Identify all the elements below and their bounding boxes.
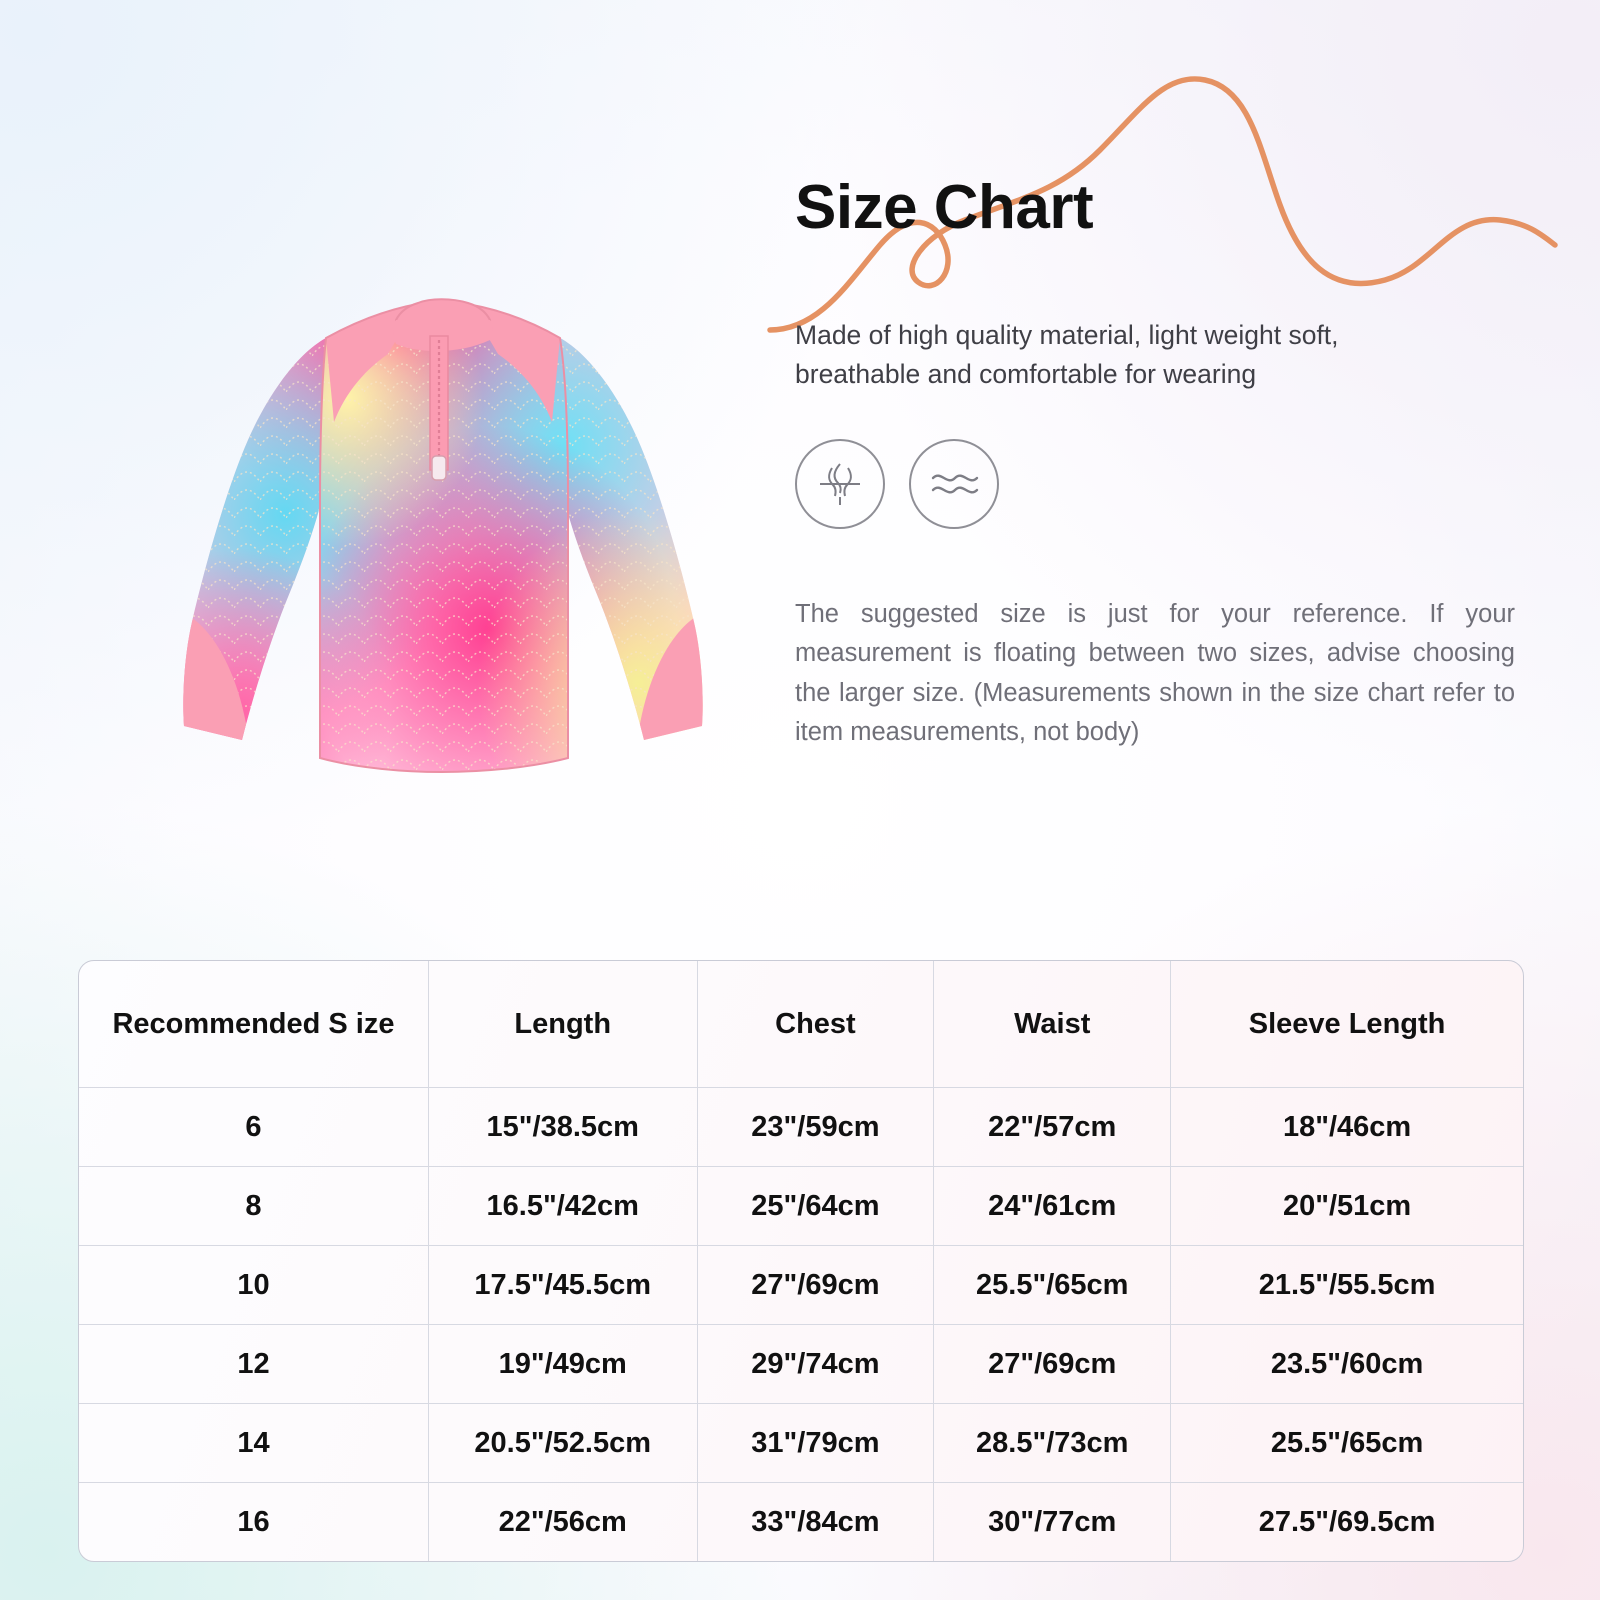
table-row bbox=[79, 1167, 1523, 1246]
table-header-row bbox=[79, 961, 1523, 1088]
col-header-chest: Chest bbox=[697, 961, 934, 1088]
col-header-waist: Waist bbox=[934, 961, 1171, 1088]
info-column bbox=[795, 175, 1535, 778]
product-image bbox=[130, 140, 750, 820]
cell-waist: 22"/57cm bbox=[934, 1088, 1171, 1167]
cell-length: 22"/56cm bbox=[428, 1483, 697, 1562]
material-description: Made of high quality material, light weight soft, breathable and comfortable for wearing bbox=[795, 320, 1339, 390]
water-resistant-badge bbox=[909, 439, 999, 529]
table-row bbox=[79, 1246, 1523, 1325]
table-row bbox=[79, 1404, 1523, 1483]
cell-chest: 33"/84cm bbox=[697, 1483, 934, 1562]
cell-sleeve: 18"/46cm bbox=[1171, 1088, 1523, 1167]
cell-waist: 30"/77cm bbox=[934, 1483, 1171, 1562]
cell-sleeve: 21.5"/55.5cm bbox=[1171, 1246, 1523, 1325]
cell-size: 10 bbox=[79, 1246, 428, 1325]
cell-waist: 24"/61cm bbox=[934, 1167, 1171, 1246]
rash-guard-illustration bbox=[130, 140, 750, 820]
cell-sleeve: 27.5"/69.5cm bbox=[1258, 1505, 1436, 1538]
cell-size: 16 bbox=[79, 1483, 428, 1562]
cell-sleeve: 25.5"/65cm bbox=[1171, 1404, 1523, 1483]
cell-length: 15"/38.5cm bbox=[428, 1088, 697, 1167]
feature-badges bbox=[795, 439, 1535, 529]
cell-chest: 25"/64cm bbox=[697, 1167, 934, 1246]
cell-length: 16.5"/42cm bbox=[428, 1167, 697, 1246]
cell-chest: 23"/59cm bbox=[697, 1088, 934, 1167]
sizing-note: The suggested size is just for your reference. If your measurement is floating between two sizes, advise choosing the larger size. (Measurements shown in the size chart refer to item measurements, not body) bbox=[795, 599, 1515, 747]
size-table bbox=[79, 961, 1523, 1561]
water-wave-icon bbox=[927, 464, 981, 504]
cell-size: 14 bbox=[79, 1404, 428, 1483]
quick-dry-icon bbox=[813, 457, 867, 511]
col-header-length: Length bbox=[428, 961, 697, 1088]
cell-sleeve: 23.5"/60cm bbox=[1171, 1325, 1523, 1404]
cell-length: 20.5"/52.5cm bbox=[428, 1404, 697, 1483]
cell-size: 8 bbox=[79, 1167, 428, 1246]
col-header-sleeve-length: Sleeve Length bbox=[1171, 961, 1523, 1088]
page-title: Size Chart bbox=[795, 173, 1094, 242]
cell-size: 12 bbox=[79, 1325, 428, 1404]
table-row bbox=[79, 1088, 1523, 1167]
cell-chest: 31"/79cm bbox=[697, 1404, 934, 1483]
cell-chest: 27"/69cm bbox=[697, 1246, 934, 1325]
cell-waist: 28.5"/73cm bbox=[934, 1404, 1171, 1483]
cell-sleeve: 20"/51cm bbox=[1171, 1167, 1523, 1246]
cell-size: 6 bbox=[79, 1088, 428, 1167]
cell-length: 17.5"/45.5cm bbox=[428, 1246, 697, 1325]
size-table-card bbox=[78, 960, 1524, 1562]
cell-length: 19"/49cm bbox=[428, 1325, 697, 1404]
quick-dry-badge bbox=[795, 439, 885, 529]
col-header-recommended-size: Recommended S ize bbox=[79, 961, 428, 1088]
cell-waist: 27"/69cm bbox=[934, 1325, 1171, 1404]
cell-chest: 29"/74cm bbox=[697, 1325, 934, 1404]
cell-waist: 25.5"/65cm bbox=[934, 1246, 1171, 1325]
table-row bbox=[79, 1483, 1523, 1562]
table-row bbox=[79, 1325, 1523, 1404]
